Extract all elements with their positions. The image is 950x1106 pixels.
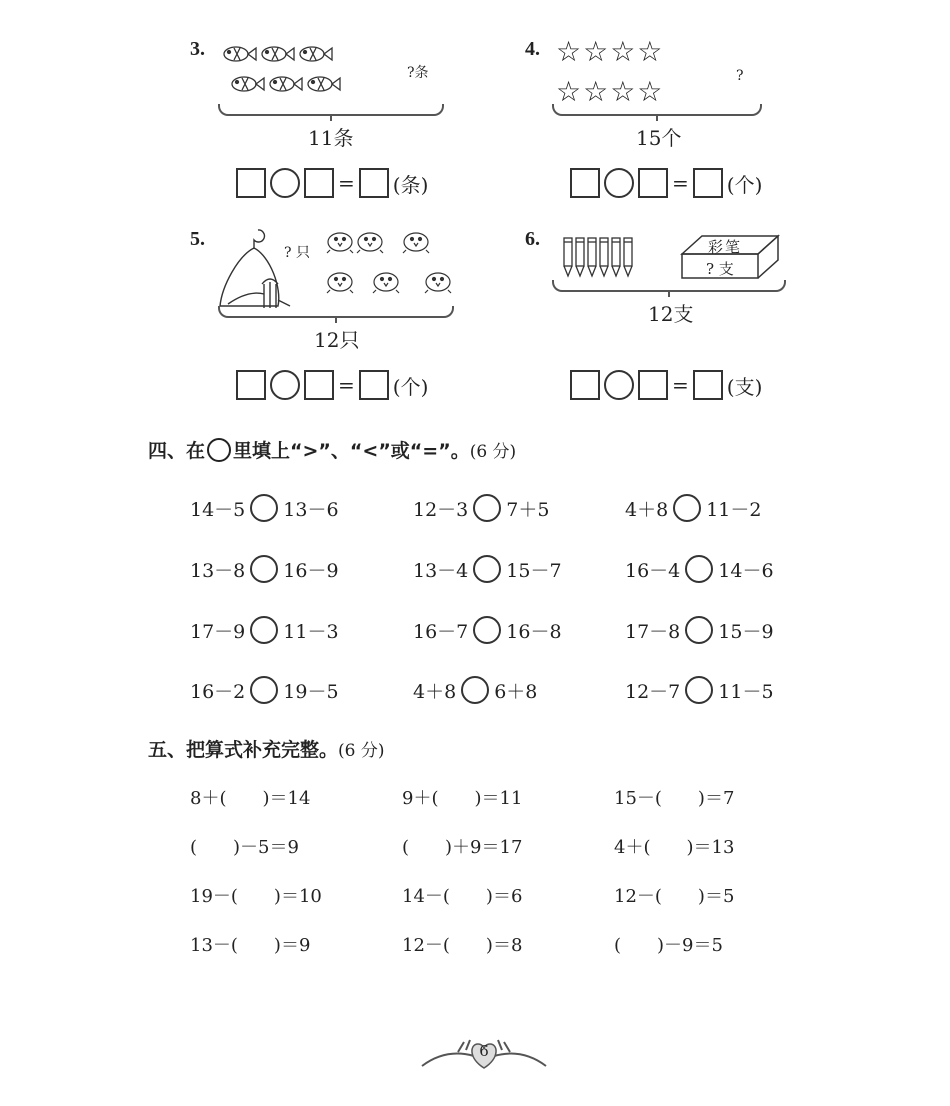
right-expr: 13－6 xyxy=(283,498,339,521)
left-expr: 17－8 xyxy=(625,620,681,643)
section-4-heading xyxy=(148,436,516,463)
fish-icon xyxy=(220,42,350,102)
problem-3-brace xyxy=(218,104,444,116)
compare-circle[interactable] xyxy=(473,616,501,644)
right-expr: 16－8 xyxy=(506,620,562,643)
answer-box[interactable] xyxy=(304,370,334,400)
box-unknown: ? 支 xyxy=(706,260,734,278)
fill-equation[interactable]: 4＋( )＝13 xyxy=(614,837,735,858)
compare-circle[interactable] xyxy=(250,555,278,583)
right-expr: 11－3 xyxy=(283,620,339,643)
fill-equation[interactable]: 14－( )＝6 xyxy=(402,886,523,907)
unit-label: (支) xyxy=(726,374,763,399)
fill-equation[interactable]: ( )－9＝5 xyxy=(614,935,723,956)
section-4-points: (6 分) xyxy=(469,442,517,462)
right-expr: 16－9 xyxy=(283,559,339,582)
right-expr: 11－5 xyxy=(718,680,774,703)
star-row-top xyxy=(556,35,665,68)
fill-equation[interactable]: 8＋( )＝14 xyxy=(190,788,311,809)
problem-5-number: 5. xyxy=(190,228,205,250)
problem-3-equation xyxy=(236,168,428,198)
fill-equation[interactable]: 12－( )＝5 xyxy=(614,886,735,907)
compare-circle[interactable] xyxy=(685,616,713,644)
problem-5-equation xyxy=(236,370,428,400)
compare-item xyxy=(190,494,339,522)
left-expr: 17－9 xyxy=(190,620,246,643)
left-expr: 13－8 xyxy=(190,559,246,582)
page-number: 6 xyxy=(479,1042,489,1060)
birdcage-icon xyxy=(218,226,294,312)
compare-item xyxy=(413,555,562,583)
problem-3-number: 3. xyxy=(190,38,205,60)
compare-item xyxy=(625,555,774,583)
box-label: 彩笔 xyxy=(708,238,743,256)
problem-6-brace xyxy=(552,280,786,292)
problem-5-unknown: ? 只 xyxy=(284,245,310,261)
equals-sign: = xyxy=(338,171,355,195)
answer-box[interactable] xyxy=(359,370,389,400)
answer-box[interactable] xyxy=(359,168,389,198)
left-expr: 16－7 xyxy=(413,620,469,643)
operator-circle[interactable] xyxy=(604,370,634,400)
pencils-illustration xyxy=(562,234,646,278)
compare-circle[interactable] xyxy=(250,676,278,704)
answer-box[interactable] xyxy=(570,370,600,400)
compare-item xyxy=(625,676,774,704)
equals-sign: = xyxy=(338,373,355,397)
compare-circle[interactable] xyxy=(461,676,489,704)
unit-label: (个) xyxy=(726,172,763,197)
compare-item xyxy=(413,616,562,644)
left-expr: 4＋8 xyxy=(625,498,669,521)
answer-box[interactable] xyxy=(693,370,723,400)
problem-3-unknown: ?条 xyxy=(407,65,429,81)
equals-sign: = xyxy=(672,171,689,195)
fill-equation[interactable]: 19－( )＝10 xyxy=(190,886,322,907)
fill-equation[interactable]: ( )＋9＝17 xyxy=(402,837,523,858)
fill-equation[interactable]: 15－( )＝7 xyxy=(614,788,735,809)
compare-item xyxy=(413,676,537,704)
left-expr: 12－7 xyxy=(625,680,681,703)
unit-label: (条) xyxy=(392,172,429,197)
left-expr: 14－5 xyxy=(190,498,246,521)
right-expr: 7＋5 xyxy=(506,498,550,521)
left-expr: 16－2 xyxy=(190,680,246,703)
left-expr: 12－3 xyxy=(413,498,469,521)
left-expr: 16－4 xyxy=(625,559,681,582)
circle-icon xyxy=(207,438,231,462)
problem-6-number: 6. xyxy=(525,228,540,250)
compare-circle[interactable] xyxy=(473,494,501,522)
right-expr: 19－5 xyxy=(283,680,339,703)
answer-box[interactable] xyxy=(304,168,334,198)
fill-equation[interactable]: 9＋( )＝11 xyxy=(402,788,523,809)
right-expr: 15－9 xyxy=(718,620,774,643)
right-expr: 6＋8 xyxy=(494,680,538,703)
compare-circle[interactable] xyxy=(250,616,278,644)
answer-box[interactable] xyxy=(236,168,266,198)
problem-4-total: 15个 xyxy=(636,126,682,150)
unit-label: (个) xyxy=(392,374,429,399)
compare-item xyxy=(625,616,774,644)
operator-circle[interactable] xyxy=(270,370,300,400)
bird-icon xyxy=(326,228,452,304)
problem-4-unknown: ? xyxy=(736,68,744,84)
fish-group-illustration xyxy=(220,42,350,102)
pencil-icon xyxy=(562,234,646,278)
section-5-heading xyxy=(148,735,385,762)
compare-item xyxy=(190,676,339,704)
compare-circle[interactable] xyxy=(685,676,713,704)
crayon-box-illustration xyxy=(680,234,780,280)
compare-item xyxy=(413,494,549,522)
section-5-title: 五、把算式补充完整。 xyxy=(148,739,339,761)
answer-box[interactable] xyxy=(693,168,723,198)
fill-equation[interactable]: 12－( )＝8 xyxy=(402,935,523,956)
compare-item xyxy=(190,555,339,583)
compare-circle[interactable] xyxy=(673,494,701,522)
compare-item xyxy=(190,616,339,644)
problem-6-total: 12支 xyxy=(648,302,694,326)
right-expr: 15－7 xyxy=(506,559,562,582)
problem-5-brace xyxy=(218,306,454,318)
problem-4-brace xyxy=(552,104,762,116)
operator-circle[interactable] xyxy=(604,168,634,198)
fill-equation[interactable]: ( )－5＝9 xyxy=(190,837,299,858)
problem-4-equation xyxy=(570,168,762,198)
birds-illustration xyxy=(326,228,452,304)
star-icon: ☆☆☆☆ xyxy=(556,35,665,68)
problem-6-equation xyxy=(570,370,762,400)
birdcage-illustration xyxy=(218,226,294,312)
left-expr: 4＋8 xyxy=(413,680,457,703)
section-4-prefix: 四、在 xyxy=(148,440,206,462)
fill-equation[interactable]: 13－( )＝9 xyxy=(190,935,311,956)
left-expr: 13－4 xyxy=(413,559,469,582)
operator-circle[interactable] xyxy=(270,168,300,198)
answer-box[interactable] xyxy=(638,168,668,198)
compare-item xyxy=(625,494,761,522)
star-row-bottom xyxy=(556,75,665,108)
page-number-ornament xyxy=(418,1036,550,1072)
answer-box[interactable] xyxy=(570,168,600,198)
compare-circle[interactable] xyxy=(685,555,713,583)
section-4-suffix: 里填上“>”、“<”或“=”。 xyxy=(233,440,470,462)
problem-5-total: 12只 xyxy=(314,328,360,352)
problem-3-total: 11条 xyxy=(308,126,354,150)
answer-box[interactable] xyxy=(638,370,668,400)
right-expr: 11－2 xyxy=(706,498,762,521)
compare-circle[interactable] xyxy=(473,555,501,583)
answer-box[interactable] xyxy=(236,370,266,400)
right-expr: 14－6 xyxy=(718,559,774,582)
problem-4-number: 4. xyxy=(525,38,540,60)
compare-circle[interactable] xyxy=(250,494,278,522)
star-icon: ☆☆☆☆ xyxy=(556,75,665,108)
section-5-points: (6 分) xyxy=(338,741,385,761)
equals-sign: = xyxy=(672,373,689,397)
